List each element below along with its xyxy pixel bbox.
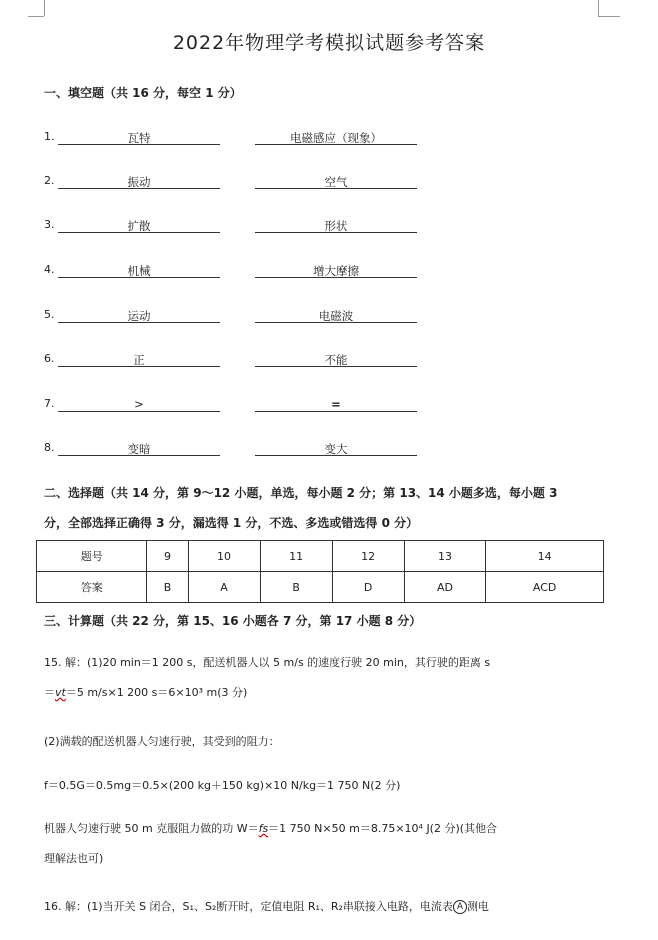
text-line: 15. 解：(1)20 min＝1 200 s，配送机器人以 5 m/s 的速度行驶 20 min，其行驶的距离 s [44,656,491,669]
answer-blank-b: 电磁感应（现象） [255,130,417,145]
answer-table [36,540,604,603]
flagged-text: fs [258,822,269,835]
table-cell: B [260,572,332,603]
answer-blank-b: 增大摩擦 [255,263,417,278]
text-span: 测电 [466,900,489,913]
table-cell: A [188,572,260,603]
answer-blank-b: 空气 [255,174,417,189]
table-row [37,541,604,572]
table-cell: AD [404,572,486,603]
row-header-answer: 答案 [37,572,147,603]
answer-blank-b: = [255,397,417,412]
question-number: 8. [44,441,55,454]
row-header-question: 题号 [37,541,147,572]
text-span: 机器人匀速行驶 50 m 克服阻力做的功 W＝ [44,822,259,835]
text-line: 理解法也可) [44,852,104,865]
table-cell: 14 [486,541,604,572]
section-heading-multiple-choice [44,478,614,538]
answer-blank-a: 机械 [58,263,220,278]
table-cell: B [147,572,188,603]
text-span: 16. 解：(1)当开关 S 闭合，S₁、S₂断开时，定值电阻 R₁、R₂串联接入电路，电流表 [44,900,453,913]
corner-mark-right-h [598,16,620,17]
corner-mark-left [44,0,45,16]
table-cell: 9 [147,541,188,572]
q16-solution [44,892,614,922]
q15-work-paragraph [44,814,614,874]
text-line: f＝0.5G＝0.5mg＝0.5×(200 kg＋150 kg)×10 N/kg＝1 750 N(2 分) [44,779,401,792]
ammeter-symbol-icon: A [453,900,467,914]
table-cell: ACD [486,572,604,603]
question-number: 6. [44,352,55,365]
answer-blank-b: 变大 [255,441,417,456]
heading-line: 分，全部选择正确得 3 分，漏选得 1 分，不选、多选或错选得 0 分） [44,516,419,530]
answer-blank-b: 不能 [255,352,417,367]
text-line [44,678,614,708]
answer-blank-a: 扩散 [58,218,220,233]
question-number: 1. [44,130,55,143]
q15-solution [44,648,614,708]
table-cell: 13 [404,541,486,572]
answer-blank-a: 正 [58,352,220,367]
flagged-text: vt [55,686,66,699]
answer-blank-a: 瓦特 [58,130,220,145]
answer-blank-a: 变暗 [58,441,220,456]
answer-blank-b: 形状 [255,218,417,233]
page-title: 2022年物理学考模拟试题参考答案 [172,32,486,54]
answer-blank-a: > [58,397,220,412]
table-cell: 11 [260,541,332,572]
question-number: 3. [44,218,55,231]
table-cell: D [332,572,404,603]
text-line [44,814,614,844]
question-number: 5. [44,308,55,321]
table-cell: 12 [332,541,404,572]
table-row [37,572,604,603]
text-line: (2)满载的配送机器人匀速行驶，其受到的阻力： [44,735,280,748]
answer-blank-a: 运动 [58,308,220,323]
corner-mark-left-h [28,16,44,17]
answer-blank-b: 电磁波 [255,308,417,323]
question-number: 2. [44,174,55,187]
table-cell: 10 [188,541,260,572]
question-number: 7. [44,397,55,410]
corner-mark-right [598,0,599,16]
section-heading-calculation: 三、计算题（共 22 分，第 15、16 小题各 7 分，第 17 小题 8 分） [44,614,422,628]
answer-blank-a: 振动 [58,174,220,189]
text-span: ＝ [44,686,55,699]
text-span: ＝1 750 N×50 m＝8.75×10⁴ J(2 分)(其他合 [268,822,498,835]
heading-line: 二、选择题（共 14 分，第 9～12 小题，单选，每小题 2 分；第 13、14 小题多选，每小题 3 [44,486,558,500]
section-heading-fill-in: 一、填空题（共 16 分，每空 1 分） [44,86,242,100]
question-number: 4. [44,263,55,276]
text-span: ＝5 m/s×1 200 s＝6×10³ m(3 分) [65,686,248,699]
